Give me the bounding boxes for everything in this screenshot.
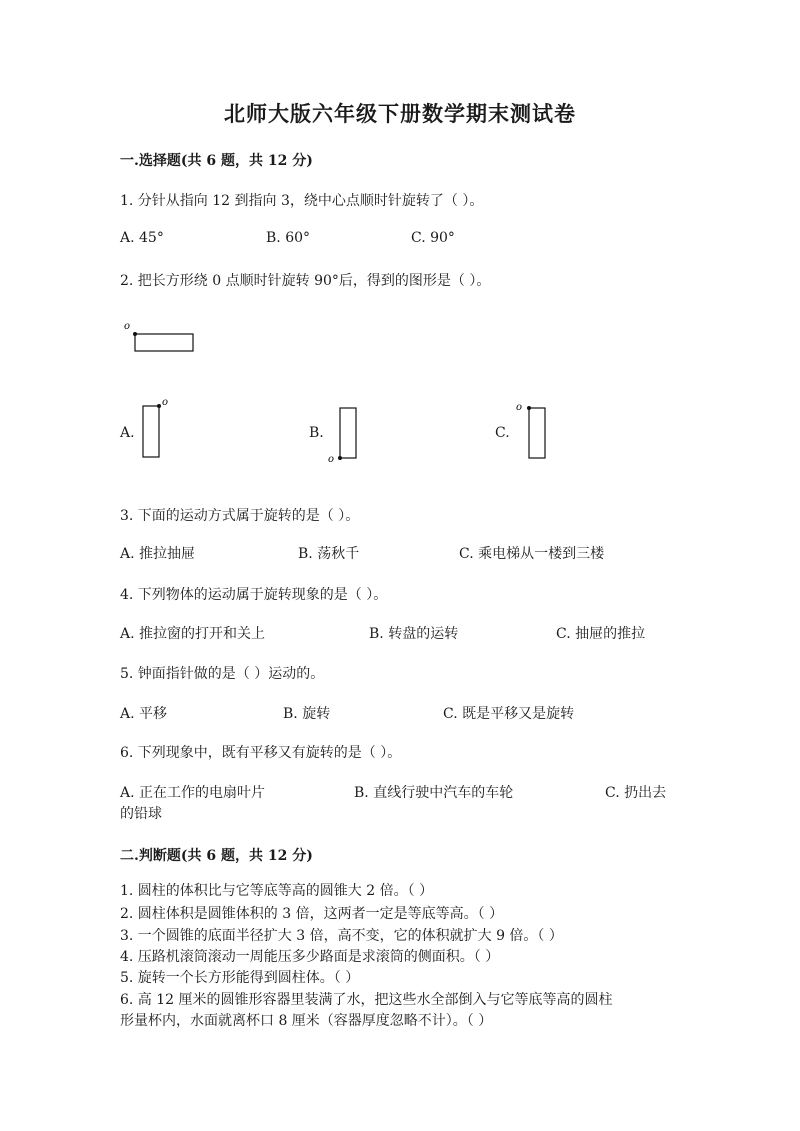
q2-point-label: o <box>124 321 131 332</box>
q5-option-c: C. 既是平移又是旋转 <box>443 706 575 722</box>
q1-option-c: C. 90° <box>411 230 455 246</box>
q2-option-c-figure <box>514 398 554 464</box>
tf-item-3: 3. 一个圆锥的底面半径扩大 3 倍，高不变，它的体积就扩大 9 倍。（ ） <box>120 928 563 944</box>
q6-option-b: B. 直线行驶中汽车的车轮 <box>354 785 514 801</box>
question-4: 4. 下列物体的运动属于旋转现象的是（ ）。 <box>120 587 388 603</box>
tf-item-2: 2. 圆柱体积是圆锥体积的 3 倍，这两者一定是等底等高。（ ） <box>120 906 504 922</box>
q4-option-b: B. 转盘的运转 <box>369 626 459 642</box>
q3-option-a: A. 推拉抽屉 <box>120 546 196 562</box>
q2-option-c: C. <box>495 425 510 441</box>
svg-text:o: o <box>516 402 523 413</box>
q2-option-a: A. <box>120 425 135 441</box>
q2-option-b-figure <box>325 402 365 468</box>
q3-option-c: C. 乘电梯从一楼到三楼 <box>459 546 605 562</box>
page-title: 北师大版六年级下册数学期末测试卷 <box>224 101 576 126</box>
q6-option-a: A. 正在工作的电扇叶片 <box>120 785 266 801</box>
q5-option-b: B. 旋转 <box>283 706 331 722</box>
question-3: 3. 下面的运动方式属于旋转的是（ ）。 <box>120 508 360 524</box>
question-1: 1. 分针从指向 12 到指向 3，绕中心点顺时针旋转了（ ）。 <box>120 193 484 209</box>
q3-option-b: B. 荡秋千 <box>298 546 360 562</box>
question-6: 6. 下列现象中，既有平移又有旋转的是（ ）。 <box>120 745 402 761</box>
q4-option-c: C. 抽屉的推拉 <box>556 626 646 642</box>
tf-item-1: 1. 圆柱的体积比与它等底等高的圆锥大 2 倍。（ ） <box>120 883 434 899</box>
question-5: 5. 钟面指针做的是（ ）运动的。 <box>120 666 325 682</box>
svg-text:o: o <box>162 397 169 408</box>
q1-option-a: A. 45° <box>120 230 164 246</box>
section-heading-choice: 一.选择题(共 6 题，共 12 分) <box>120 153 313 169</box>
q5-option-a: A. 平移 <box>120 706 168 722</box>
tf-item-4: 4. 压路机滚筒滚动一周能压多少路面是求滚筒的侧面积。（ ） <box>120 949 500 965</box>
q6-option-c-continued: 的铅球 <box>120 806 162 822</box>
q4-option-a: A. 推拉窗的打开和关上 <box>120 626 266 642</box>
section-heading-true-false: 二.判断题(共 6 题，共 12 分) <box>120 848 313 864</box>
q2-original-rectangle-figure <box>118 318 208 358</box>
tf-item-5: 5. 旋转一个长方形能得到圆柱体。（ ） <box>120 970 360 986</box>
q1-option-b: B. 60° <box>266 230 311 246</box>
q6-option-c: C. 扔出去 <box>605 785 667 801</box>
tf-item-6-continued: 形量杯内，水面就离杯口 8 厘米（容器厚度忽略不计）。（ ） <box>120 1013 493 1029</box>
q2-option-b: B. <box>309 425 324 441</box>
svg-text:o: o <box>328 454 335 465</box>
tf-item-6: 6. 高 12 厘米的圆锥形容器里装满了水，把这些水全部倒入与它等底等高的圆柱 <box>120 992 613 1008</box>
q2-option-a-figure <box>138 396 178 462</box>
question-2: 2. 把长方形绕 0 点顺时针旋转 90°后，得到的图形是（ ）。 <box>120 273 491 289</box>
